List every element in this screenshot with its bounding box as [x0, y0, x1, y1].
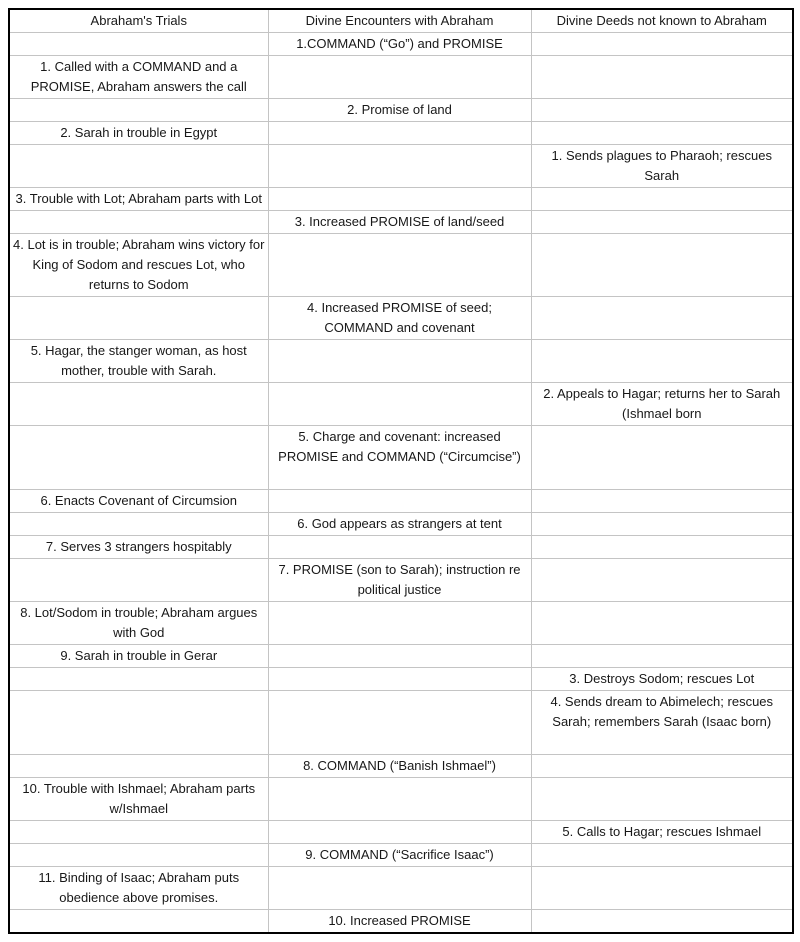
cell: [531, 33, 793, 56]
table-row: [9, 490, 793, 513]
table-row: [9, 145, 793, 188]
cell: 3. Trouble with Lot; Abraham parts with Lot: [9, 188, 268, 211]
cell: 2. Appeals to Hagar; returns her to Sarah (Ishmael born: [531, 383, 793, 426]
cell: [9, 668, 268, 691]
cell: [531, 297, 793, 340]
cell: [9, 755, 268, 778]
cell: [531, 755, 793, 778]
table-row: [9, 668, 793, 691]
cell: [9, 383, 268, 426]
table-header-row: [9, 9, 793, 33]
column-header-trials: Abraham's Trials: [9, 9, 268, 33]
cell: 9. COMMAND (“Sacrifice Isaac”): [268, 844, 531, 867]
table-row: [9, 340, 793, 383]
cell: 11. Binding of Isaac; Abraham puts obedience above promises.: [9, 867, 268, 910]
cell: [268, 867, 531, 910]
table-row: [9, 33, 793, 56]
cell: [531, 122, 793, 145]
cell: [9, 821, 268, 844]
cell: 8. Lot/Sodom in trouble; Abraham argues with God: [9, 602, 268, 645]
cell: [9, 910, 268, 934]
cell: [9, 145, 268, 188]
cell: [9, 691, 268, 755]
cell: 1.COMMAND (“Go”) and PROMISE: [268, 33, 531, 56]
cell: [531, 234, 793, 297]
cell: [531, 559, 793, 602]
cell: [531, 602, 793, 645]
cell: [9, 513, 268, 536]
cell: 5. Calls to Hagar; rescues Ishmael: [531, 821, 793, 844]
table-row: [9, 122, 793, 145]
table-row: [9, 513, 793, 536]
cell: 7. Serves 3 strangers hospitably: [9, 536, 268, 559]
cell: 8. COMMAND (“Banish Ishmael”): [268, 755, 531, 778]
table-row: [9, 691, 793, 755]
table-row: [9, 234, 793, 297]
cell: [268, 778, 531, 821]
cell: [268, 821, 531, 844]
table-row: [9, 602, 793, 645]
table-row: [9, 821, 793, 844]
cell: [531, 778, 793, 821]
cell: [531, 490, 793, 513]
cell: [268, 668, 531, 691]
table-row: [9, 867, 793, 910]
cell: [531, 99, 793, 122]
table-row: [9, 559, 793, 602]
table-row: [9, 188, 793, 211]
cell: [268, 56, 531, 99]
cell: [268, 490, 531, 513]
cell: [9, 211, 268, 234]
cell: [268, 340, 531, 383]
table-row: [9, 755, 793, 778]
table-row: [9, 297, 793, 340]
cell: [268, 691, 531, 755]
cell: [531, 513, 793, 536]
cell: [9, 844, 268, 867]
cell: 6. Enacts Covenant of Circumsion: [9, 490, 268, 513]
cell: [9, 559, 268, 602]
cell: [531, 188, 793, 211]
cell: [531, 56, 793, 99]
cell: 3. Destroys Sodom; rescues Lot: [531, 668, 793, 691]
column-header-encounters: Divine Encounters with Abraham: [268, 9, 531, 33]
cell: [268, 602, 531, 645]
cell: 6. God appears as strangers at tent: [268, 513, 531, 536]
cell: 10. Increased PROMISE: [268, 910, 531, 934]
cell: [268, 645, 531, 668]
cell: [9, 99, 268, 122]
cell: [531, 645, 793, 668]
cell: 3. Increased PROMISE of land/seed: [268, 211, 531, 234]
table-row: [9, 645, 793, 668]
cell: 9. Sarah in trouble in Gerar: [9, 645, 268, 668]
cell: 7. PROMISE (son to Sarah); instruction re political justice: [268, 559, 531, 602]
cell: [268, 536, 531, 559]
cell: [531, 340, 793, 383]
cell: [531, 536, 793, 559]
table-row: [9, 844, 793, 867]
table-row: [9, 910, 793, 934]
cell: 1. Sends plagues to Pharaoh; rescues Sarah: [531, 145, 793, 188]
table-row: [9, 211, 793, 234]
cell: [531, 211, 793, 234]
cell: [268, 188, 531, 211]
table-row: [9, 99, 793, 122]
cell: [9, 297, 268, 340]
cell: 10. Trouble with Ishmael; Abraham parts w/Ishmael: [9, 778, 268, 821]
column-header-deeds: Divine Deeds not known to Abraham: [531, 9, 793, 33]
cell: [531, 426, 793, 490]
table-row: [9, 778, 793, 821]
cell: [9, 33, 268, 56]
cell: 4. Increased PROMISE of seed; COMMAND and covenant: [268, 297, 531, 340]
cell: 5. Charge and covenant: increased PROMISE and COMMAND (“Circumcise”): [268, 426, 531, 490]
cell: 2. Sarah in trouble in Egypt: [9, 122, 268, 145]
cell: [268, 383, 531, 426]
cell: [9, 426, 268, 490]
cell: 1. Called with a COMMAND and a PROMISE, Abraham answers the call: [9, 56, 268, 99]
cell: [268, 145, 531, 188]
cell: [531, 844, 793, 867]
cell: 4. Sends dream to Abimelech; rescues Sarah; remembers Sarah (Isaac born): [531, 691, 793, 755]
cell: [268, 234, 531, 297]
table-row: [9, 536, 793, 559]
cell: [531, 910, 793, 934]
cell: 5. Hagar, the stanger woman, as host mother, trouble with Sarah.: [9, 340, 268, 383]
cell: 2. Promise of land: [268, 99, 531, 122]
abraham-trials-table: [8, 8, 794, 934]
table-body: [9, 33, 793, 934]
table-row: [9, 56, 793, 99]
cell: 4. Lot is in trouble; Abraham wins victory for King of Sodom and rescues Lot, who returns to Sodom: [9, 234, 268, 297]
cell: [531, 867, 793, 910]
table-row: [9, 426, 793, 490]
table-row: [9, 383, 793, 426]
cell: [268, 122, 531, 145]
